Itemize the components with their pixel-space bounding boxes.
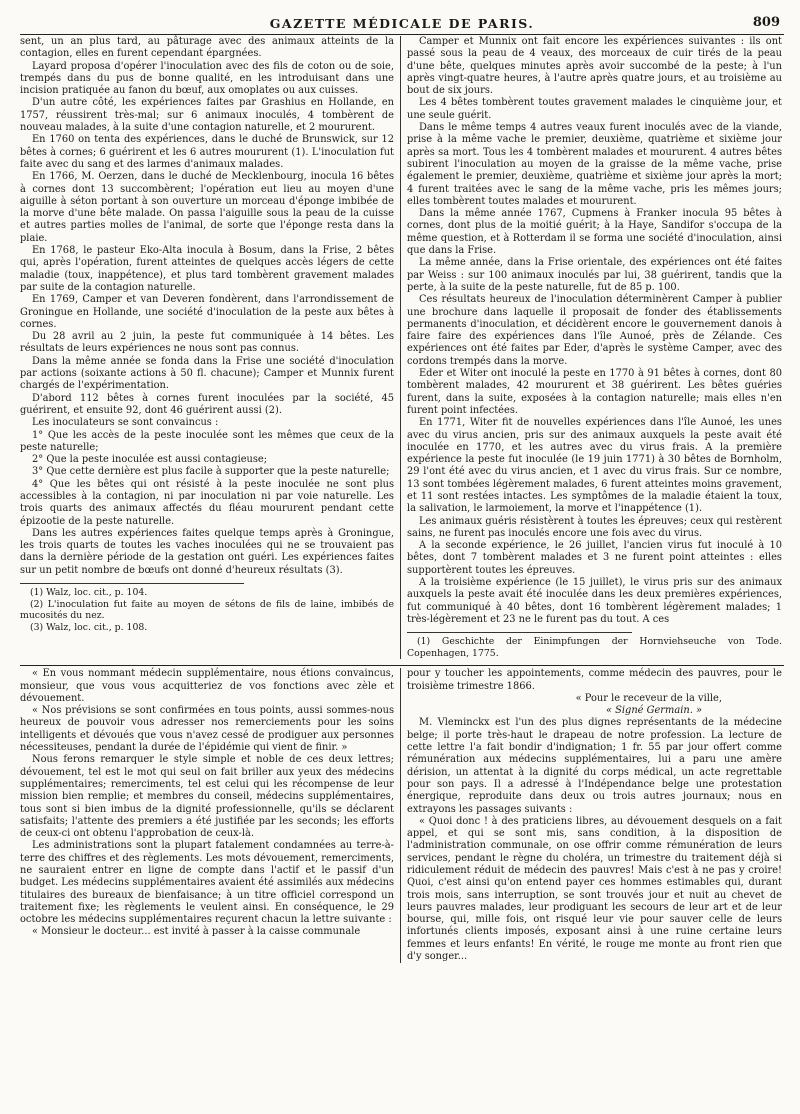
- footnotes: [407, 636, 782, 659]
- signature-name: « Signé Germain. »: [605, 705, 702, 717]
- footnote-rule: [407, 632, 632, 633]
- footnote: (1) Walz, loc. cit., p. 104.: [30, 587, 148, 599]
- footnote-rule: [20, 583, 244, 584]
- bottom-right-column: [401, 668, 782, 963]
- paragraph: pour y toucher les appointements, comme médecin des pauvres, pour le troisième trimestre 1866.: [407, 668, 782, 692]
- paragraph: Dans les autres expériences faites quelque temps après à Groningue, les trois quarts de toutes les vaches inoculées qui ne se trouvaient pas dans la dernière période de la gestation ont guéri. Les expériences faites sur un petit nombre de bœufs ont donné d'heureux résultats (3).: [20, 527, 394, 576]
- paragraph: « Quoi donc ! à des praticiens libres, au dévouement desquels on a fait appel, et qui se sont mis, sans condition, à la disposition de l'administration communale, on ose offrir comme rémunération de leurs services, pendant le règne du choléra, un trimestre du traitement déjà si ridiculement réduit de médecin des pauvres! Mais c'est à ne pas y croire! Quoi, c'est ainsi qu'on entend payer ces hommes estimables qui, durant trois mois, sans interruption, se sont trouvés jour et nuit au chevet de leurs pauvres malades, leur prodiguant les secours de leur art et de leur bourse, qui, mille fois, ont risqué leur vie pour sauver celle de leurs infortunés clients imposés, exposant ainsi à une ruine certaine leurs femmes et leurs enfants! En vérité, le rouge me monte au front rien que d'y songer...: [407, 815, 782, 963]
- paragraph: En 1768, le pasteur Eko-Alta inocula à Bosum, dans la Frise, 2 bêtes qui, après l'opération, furent atteintes de quelques accès légers de cette maladie (toux, inappétence), et plus tard tombèrent gravement malades par suite de la contagion naturelle.: [20, 245, 394, 293]
- list-item: 3° Que cette dernière est plus facile à supporter que la peste naturelle;: [32, 466, 390, 478]
- footnote: (3) Walz, loc. cit., p. 108.: [30, 621, 148, 633]
- paragraph: Les administrations sont la plupart fatalement condamnées au terre-à-terre des chiffres et des règlements. Les mots dévouement, remerciments, ne sauraient entrer en ligne de compte dans l'actif et le passif d'un budget. Les médecins supplémentaires avaient été assimilés aux médecins titulaires des bureaux de bienfaisance; à un titre officiel correspond un traitement fixe; les règlements le veulent ainsi. En conséquence, le 29 octobre les médecins supplémentaires reçurent chacun la lettre suivante :: [20, 840, 394, 926]
- bottom-left-column: [20, 668, 401, 963]
- signature-line: « Pour le receveur de la ville,: [575, 692, 722, 704]
- footnote: (1) Geschichte der Einimpfungen der Hornviehseuche von Tode. Copenhagen, 1775.: [407, 636, 782, 659]
- paragraph: Dans la même année se fonda dans la Frise une société d'inoculation par actions (soixante actions à 50 fl. chacune); Camper et Munnix furent chargés de l'expérimentation.: [20, 355, 394, 392]
- paragraph: Dans la même année 1767, Cupmens à Franker inocula 95 bêtes à cornes, dont plus de la moitié guérit; à la Haye, Sandifor s'occupa de la même question, et à Rotterdam il se forma une société d'inoculation, ainsi que dans la Frise.: [407, 208, 782, 257]
- paragraph: A la seconde expérience, le 26 juillet, l'ancien virus fut inoculé à 10 bêtes, dont 7 tombèrent malades et 3 ne furent point atteintes : elles supportèrent toutes les épreuves.: [407, 540, 782, 576]
- page-header: [20, 12, 784, 35]
- paragraph: Du 28 avril au 2 juin, la peste fut communiquée à 14 bêtes. Les résultats de leurs expériences ne nous sont pas connus.: [20, 331, 394, 355]
- footnotes: [20, 587, 394, 633]
- footnote: (2) L'inoculation fut faite au moyen de sétons de fils de laine, imbibés de mucosités du nez.: [20, 598, 394, 622]
- paragraph: Ces résultats heureux de l'inoculation déterminèrent Camper à publier une brochure dans laquelle il proposait de fonder des établissements permanents d'inoculation, et décidèrent encore le gouvernement danois à faire faire des expériences dans l'île Aunoé, près de Zélande. Ces expériences ont été faites par Eder, d'après le système Camper, avec des cordons trempés dans la morve.: [407, 294, 782, 367]
- paragraph: Dans le même temps 4 autres veaux furent inoculés avec de la viande, prise à la même vache le premier, deuxième, quatrième et sixième jour après sa mort. Tous les 4 tombèrent malades et moururent. 4 autres bêtes subirent l'inoculation au moyen de la graisse de la même vache, prise également le premier, deuxième, quatrième et sixième jour après la mort; 4 furent traitées avec le sang de la même vache, pris les mêmes jours; elles tombèrent toutes malades et moururent.: [407, 122, 782, 207]
- paragraph: Les 4 bêtes tombèrent toutes gravement malades le cinquième jour, et une seule guérit.: [407, 97, 782, 121]
- paragraph: A la troisième expérience (le 15 juillet), le virus pris sur des animaux auxquels la peste avait été inoculée dans les deux premières expériences, fut communiqué à 40 bêtes, dont 16 tombèrent légèrement malades; 1 très-légèrement et 23 ne le furent pas du tout. A ces: [407, 577, 782, 625]
- paragraph: M. Vleminckx est l'un des plus dignes représentants de la médecine belge; il porte très-haut le drapeau de notre profession. La lecture de cette lettre l'a fait bondir d'indignation; 1 fr. 55 par jour offert comme rémunération aux médecins supplémentaires, lui a paru une amère dérision, un attentat à la dignité du corps médical, un acte regrettable pour son pays. Il a adressé à l'Indépendance belge une protestation énergique, reproduite dans deux ou trois autres journaux; nous en extrayons les passages suivants :: [407, 717, 782, 815]
- list-item: 4° Que les bêtes qui ont résisté à la peste inoculée ne sont plus accessibles à la contagion, ni par inoculation ni par voie naturelle. Les trois quarts des animaux affectés du fléau moururent pendant cette épizootie de la peste naturelle.: [20, 478, 394, 527]
- paragraph: « Monsieur le docteur... est invité à passer à la caisse communale: [32, 926, 361, 938]
- paragraph: Les inoculateurs se sont convaincus :: [32, 417, 219, 429]
- section-divider: [20, 665, 784, 666]
- list-item: 1° Que les accès de la peste inoculée sont les mêmes que ceux de la peste naturelle;: [20, 429, 394, 453]
- paragraph: Layard proposa d'opérer l'inoculation avec des fils de coton ou de soie, trempés dans du pus de bonne qualité, en les introduisant dans une incision pratiquée au fanon du bœuf, aux omoplates ou aux cuisses.: [20, 60, 394, 97]
- top-left-column: [20, 36, 401, 659]
- paragraph: Les animaux guéris résistèrent à toutes les épreuves; ceux qui restèrent sains, ne furent pas inoculés encore une fois avec du virus.: [407, 515, 782, 539]
- paragraph: sent, un an plus tard, au pâturage avec des animaux atteints de la contagion, elles en furent cependant épargnées.: [20, 36, 394, 60]
- bottom-section: [20, 668, 784, 963]
- page-number: 809: [752, 15, 780, 30]
- paragraph: En 1760 on tenta des expériences, dans le duché de Brunswick, sur 12 bêtes à cornes; 6 guérirent et les 6 autres moururent (1). L'inoculation fut faite avec du sang et des larmes d'animaux malades.: [20, 134, 394, 170]
- paragraph: Eder et Witer ont inoculé la peste en 1770 à 91 bêtes à cornes, dont 80 tombèrent malades, 42 moururent et 38 guérirent. Les bêtes guéries furent, dans la suite, exposées à la contagion naturelle; mais elles n'en furent point infectées.: [407, 368, 782, 416]
- paragraph: En 1766, M. Oerzen, dans le duché de Mecklenbourg, inocula 16 bêtes à cornes dont 13 succombèrent; l'opération eut lieu au moyen d'une aiguille à séton portant à son ouverture un morceau d'éponge imbibée de la morve d'une bête malade. On passa l'aiguille sous la peau de la cuisse et autres parties molles de l'animal, de sorte que l'éponge resta dans la plaie.: [20, 171, 394, 244]
- paragraph: La même année, dans la Frise orientale, des expériences ont été faites par Weiss : sur 100 animaux inoculés par lui, 38 guérirent, tandis que la perte, à la suite de la peste naturelle, fut de 85 p. 100.: [407, 257, 782, 293]
- paragraph: En 1771, Witer fit de nouvelles expériences dans l'île Aunoé, les unes avec du virus ancien, pris sur des animaux auxquels la peste avait été inoculée en 1770, et les autres avec du virus frais. A la première expérience la peste fut inoculée (le 19 juin 1771) à 30 bêtes de Bornholm, 29 l'ont été avec du virus ancien, et 1 avec du virus frais. Sur ce nombre, 13 sont tombées légèrement malades, 6 furent atteintes moins gravement, et 11 sont restées intactes. Les symptômes de la maladie étaient la toux, la salivation, le larmoiement, la morve et l'inappétence (1).: [407, 417, 782, 515]
- journal-title: GAZETTE MÉDICALE DE PARIS.: [269, 16, 535, 31]
- paragraph: « En vous nommant médecin supplémentaire, nous étions convaincus, monsieur, que vous vous acquitteriez de vos fonctions avec zèle et dévouement.: [20, 668, 394, 704]
- paragraph: Nous ferons remarquer le style simple et noble de ces deux lettres; dévouement, tel est le mot qui seul on fait briller aux yeux des médecins supplémentaires; remerciments, tel est celui qui les récompense de leur mission bien remplie; et membres du conseil, médecins supplémentaires, tous sont si bien imbus de la dignité professionnelle, qu'ils se déclarent satisfaits; l'attente des premiers a été justifiée par les seconds; les efforts de ceux-ci ont obtenu l'approbation de ceux-là.: [20, 754, 394, 840]
- paragraph: Camper et Munnix ont fait encore les expériences suivantes : ils ont passé sous la peau de 4 veaux, des morceaux de cuir tirés de la peau d'une bête, quelques minutes après avoir succombé de la peste; à l'un après vingt-quatre heures, à l'autre après quatre jours, et au troisième au bout de six jours.: [407, 36, 782, 97]
- paragraph: En 1769, Camper et van Deveren fondèrent, dans l'arrondissement de Groningue en Hollande, une société d'inoculation de la peste aux bêtes à cornes.: [20, 294, 394, 330]
- list-item: 2° Que la peste inoculée est aussi contagieuse;: [32, 454, 268, 466]
- paragraph: D'un autre côté, les expériences faites par Grashius en Hollande, en 1757, réussirent très-mal; sur 6 animaux inoculés, 4 tombèrent de nouveau malades, à la suite d'une contagion naturelle, et 2 moururent.: [20, 97, 394, 134]
- top-section: [20, 36, 784, 659]
- paragraph: « Nos prévisions se sont confirmées en tous points, aussi sommes-nous heureux de pouvoir vous adresser nos remerciements pour les soins intelligents et dévoués que vous n'avez cessé de prodiguer aux personnes nécessiteuses, pendant la durée de l'épidémie qui vient de finir. »: [20, 705, 394, 754]
- paragraph: D'abord 112 bêtes à cornes furent inoculées par la société, 45 guérirent, et ensuite 92, dont 46 guérirent aussi (2).: [20, 392, 394, 416]
- top-right-column: [401, 36, 782, 659]
